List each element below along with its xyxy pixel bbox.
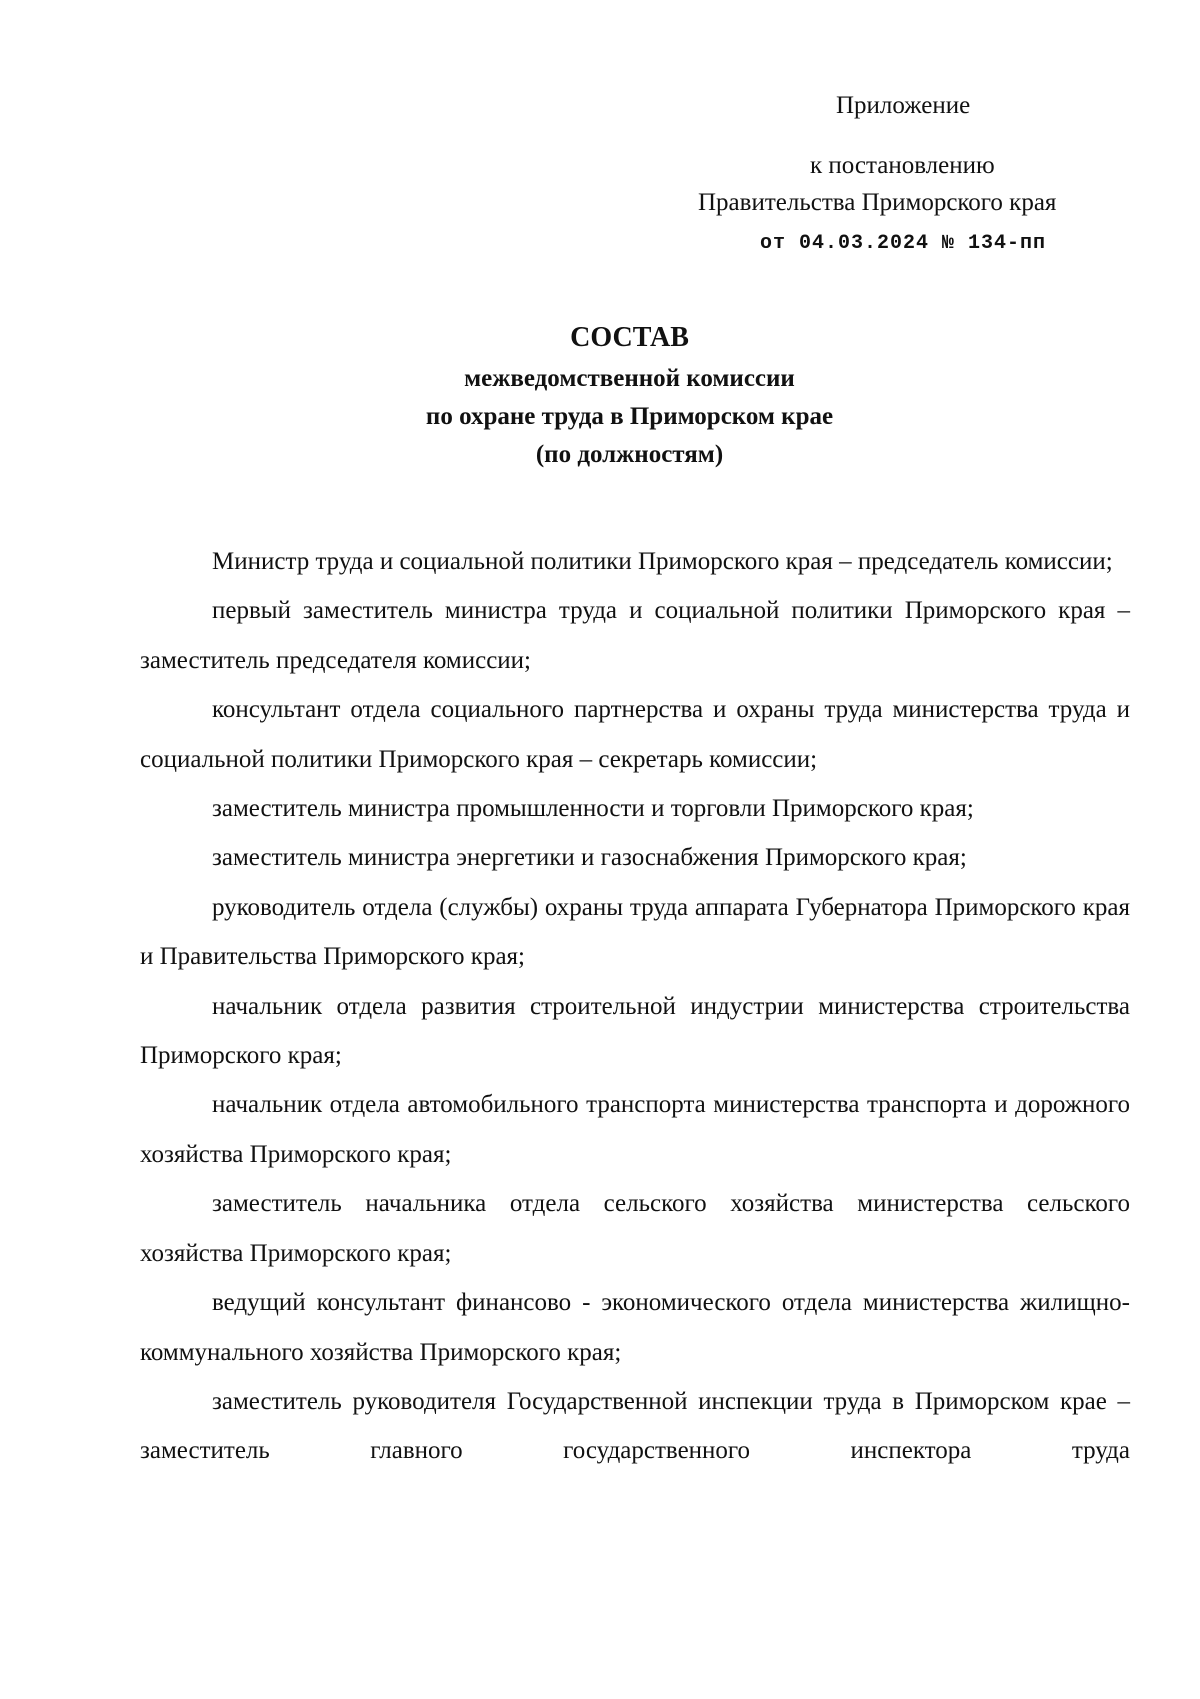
document-heading: СОСТАВ bbox=[570, 322, 689, 353]
appendix-title: Приложение bbox=[836, 92, 971, 119]
member-item: руководитель отдела (службы) охраны труда аппарата Губернатора Приморского края и Правительства Приморского края; bbox=[140, 893, 1130, 971]
member-item: заместитель министра энергетики и газоснабжения Приморского края; bbox=[212, 844, 967, 872]
member-item: начальник отдела автомобильного транспорта министерства транспорта и дорожного хозяйства Приморского края; bbox=[140, 1091, 1130, 1168]
member-item: заместитель начальника отдела сельского хозяйства министерства сельского хозяйства Приморского края; bbox=[140, 1190, 1130, 1267]
member-item: начальник отдела развития строительной индустрии министерства строительства Приморского края; bbox=[140, 992, 1130, 1070]
member-item: ведущий консультант финансово - экономического отдела министерства жилищно-коммунального хозяйства Приморского края; bbox=[140, 1289, 1130, 1366]
appendix-date-number: от 04.03.2024 № 134-пп bbox=[760, 232, 1047, 255]
member-item: первый заместитель министра труда и социальной политики Приморского края – заместитель председателя комиссии; bbox=[140, 597, 1130, 674]
members-list bbox=[140, 537, 1130, 1476]
heading-subtitle-1: межведомственной комиссии bbox=[464, 365, 795, 392]
member-item: заместитель руководителя Государственной инспекции труда в Приморском крае – заместитель главного государственного инспектора труда bbox=[140, 1387, 1130, 1465]
member-item: Министр труда и социальной политики Приморского края – председатель комиссии; bbox=[212, 548, 1113, 575]
heading-subtitle-3: (по должностям) bbox=[535, 441, 724, 468]
appendix-resolution-line: к постановлению bbox=[810, 152, 995, 179]
heading-subtitle-2: по охране труда в Приморском крае bbox=[425, 403, 834, 430]
appendix-government-line: Правительства Приморского края bbox=[698, 189, 1057, 216]
member-item: заместитель министра промышленности и торговли Приморского края; bbox=[212, 795, 974, 823]
member-item: консультант отдела социального партнерства и охраны труда министерства труда и социальной политики Приморского края – секретарь комиссии; bbox=[140, 696, 1130, 773]
